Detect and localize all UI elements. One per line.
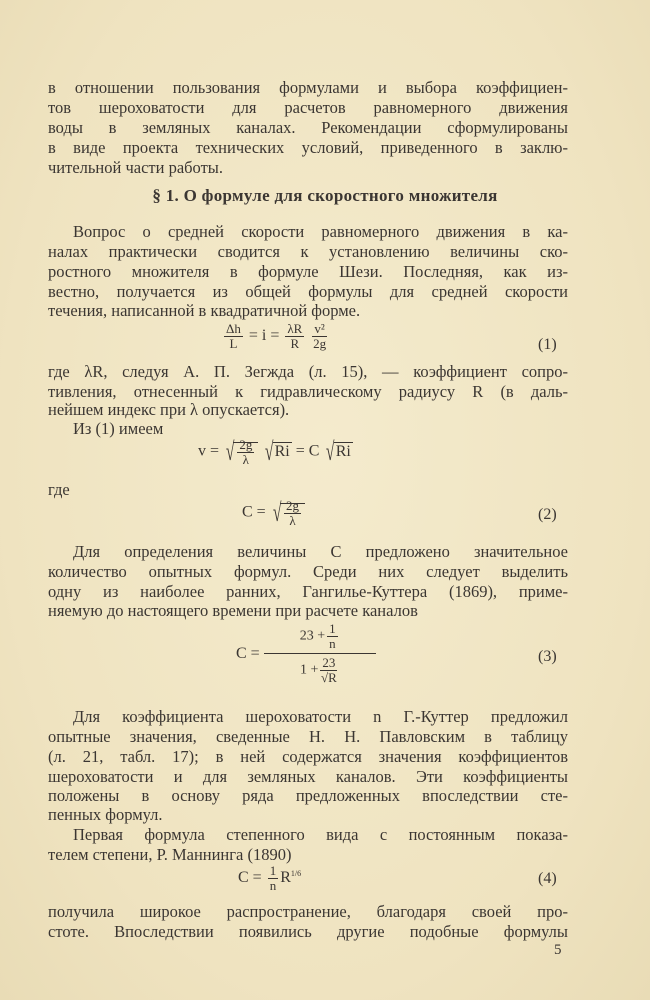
text-line: чительной части работы. — [48, 158, 223, 177]
eq-text: R — [280, 869, 291, 887]
equation-number: (3) — [538, 648, 557, 665]
eq-num: 23 — [322, 655, 336, 670]
eq-den: R — [328, 670, 337, 685]
eq-text: C = — [238, 869, 262, 887]
eq-den: L — [229, 336, 238, 351]
text-line: в отношении пользования формулами и выбора коэффициен- — [48, 78, 568, 97]
sqrt-sign: √ — [326, 437, 335, 466]
eq-den: λ — [242, 451, 249, 467]
eq-den: n — [269, 878, 277, 893]
text-line: одну из наиболее ранних, Гангилье-Куттера (1869), приме- — [48, 582, 568, 601]
eq-text: C = — [242, 503, 266, 521]
eq-text: v = — [198, 442, 220, 460]
text-line: получила широкое распространение, благодаря своей про- — [48, 902, 568, 921]
text-line: где — [48, 480, 70, 499]
eq-text: 1 + — [300, 662, 319, 678]
sqrt-sign: √ — [321, 670, 329, 685]
text-line: шероховатости и для земляных каналов. Эти коэффициенты — [48, 767, 568, 786]
section-heading: § 1. О формуле для скоростного множителя — [152, 186, 498, 205]
text-line: ростного множителя в формуле Шези. Последняя, как из- — [48, 262, 568, 281]
text-line: где λR, следуя А. П. Зегжда (л. 15), — коэффициент сопро- — [48, 362, 568, 381]
text-line: положены в основу ряда предложенных впоследствии сте- — [48, 786, 568, 805]
text-line: в виде проекта технических условий, приведенного в заклю- — [48, 138, 568, 157]
eq-text: = C — [295, 442, 320, 460]
eq-num: Δh — [226, 321, 241, 336]
text-line: воды в земляных каналах. Рекомендации сформулированы — [48, 118, 568, 137]
text-line: Для определения величины C предложено значительное — [73, 542, 568, 561]
text-line: налах практически сводится к установлению величины ско- — [48, 242, 568, 261]
eq-text: C = — [236, 644, 260, 662]
eq-den: 2g — [313, 336, 327, 351]
text-line: нейшем индекс при λ опускается). — [48, 400, 290, 419]
eq-num: 1 — [269, 863, 277, 878]
text-line: (л. 21, табл. 17); в ней содержатся значения коэффициентов — [48, 747, 568, 766]
sqrt-sign: √ — [225, 437, 235, 466]
text-line: вестно, получается из общей формулы для средней скорости — [48, 282, 568, 301]
equation-3 — [236, 622, 376, 685]
eq-num: λR — [287, 321, 303, 336]
eq-text: = i = — [248, 327, 280, 345]
eq-num: 2g — [285, 497, 299, 513]
text-line: стоте. Впоследствии появились другие подобные формулы — [48, 922, 568, 941]
eq-den: n — [329, 636, 336, 651]
equation-number: (4) — [538, 870, 557, 887]
equation-2 — [242, 498, 305, 528]
equation-v — [198, 437, 353, 467]
eq-num: v² — [314, 321, 325, 336]
eq-den: R — [290, 336, 300, 351]
equation-4 — [238, 864, 301, 893]
text-line: няемую до настоящего времени при расчете каналов — [48, 601, 418, 620]
equation-number: (2) — [538, 506, 557, 523]
eq-exponent: 1/6 — [290, 868, 302, 878]
text-line: Из (1) имеем — [73, 419, 164, 438]
text-line: пенных формул. — [48, 805, 163, 824]
eq-text: 23 + — [299, 628, 326, 644]
text-line: течения, написанной в квадратичной форме. — [48, 301, 361, 320]
text-line: Первая формула степенного вида с постоянным показа- — [73, 825, 568, 844]
equation-number: (1) — [538, 336, 557, 353]
equation-1 — [222, 322, 329, 351]
text-line: тивления, отнесенный к гидравлическому радиусу R (в даль- — [48, 382, 568, 401]
eq-den: λ — [289, 512, 296, 528]
text-line: телем степени, Р. Маннинга (1890) — [48, 845, 292, 864]
eq-num: 1 — [329, 621, 336, 636]
sqrt-sign: √ — [272, 498, 282, 527]
page-number: 5 — [554, 942, 562, 958]
text-line: Вопрос о средней скорости равномерного движения в ка- — [73, 222, 568, 241]
eq-text: Ri — [274, 442, 290, 460]
sqrt-sign: √ — [265, 437, 274, 466]
text-line: тов шероховатости для расчетов равномерного движения — [48, 98, 568, 117]
text-line: опытные значения, сведенные Н. Н. Павловским в таблицу — [48, 727, 568, 746]
text-line: количество опытных формул. Среди них следует выделить — [48, 562, 568, 581]
text-line: Для коэффициента шероховатости n Г.-Куттер предложил — [73, 707, 568, 726]
eq-num: 2g — [239, 436, 253, 452]
eq-text: Ri — [335, 442, 351, 460]
